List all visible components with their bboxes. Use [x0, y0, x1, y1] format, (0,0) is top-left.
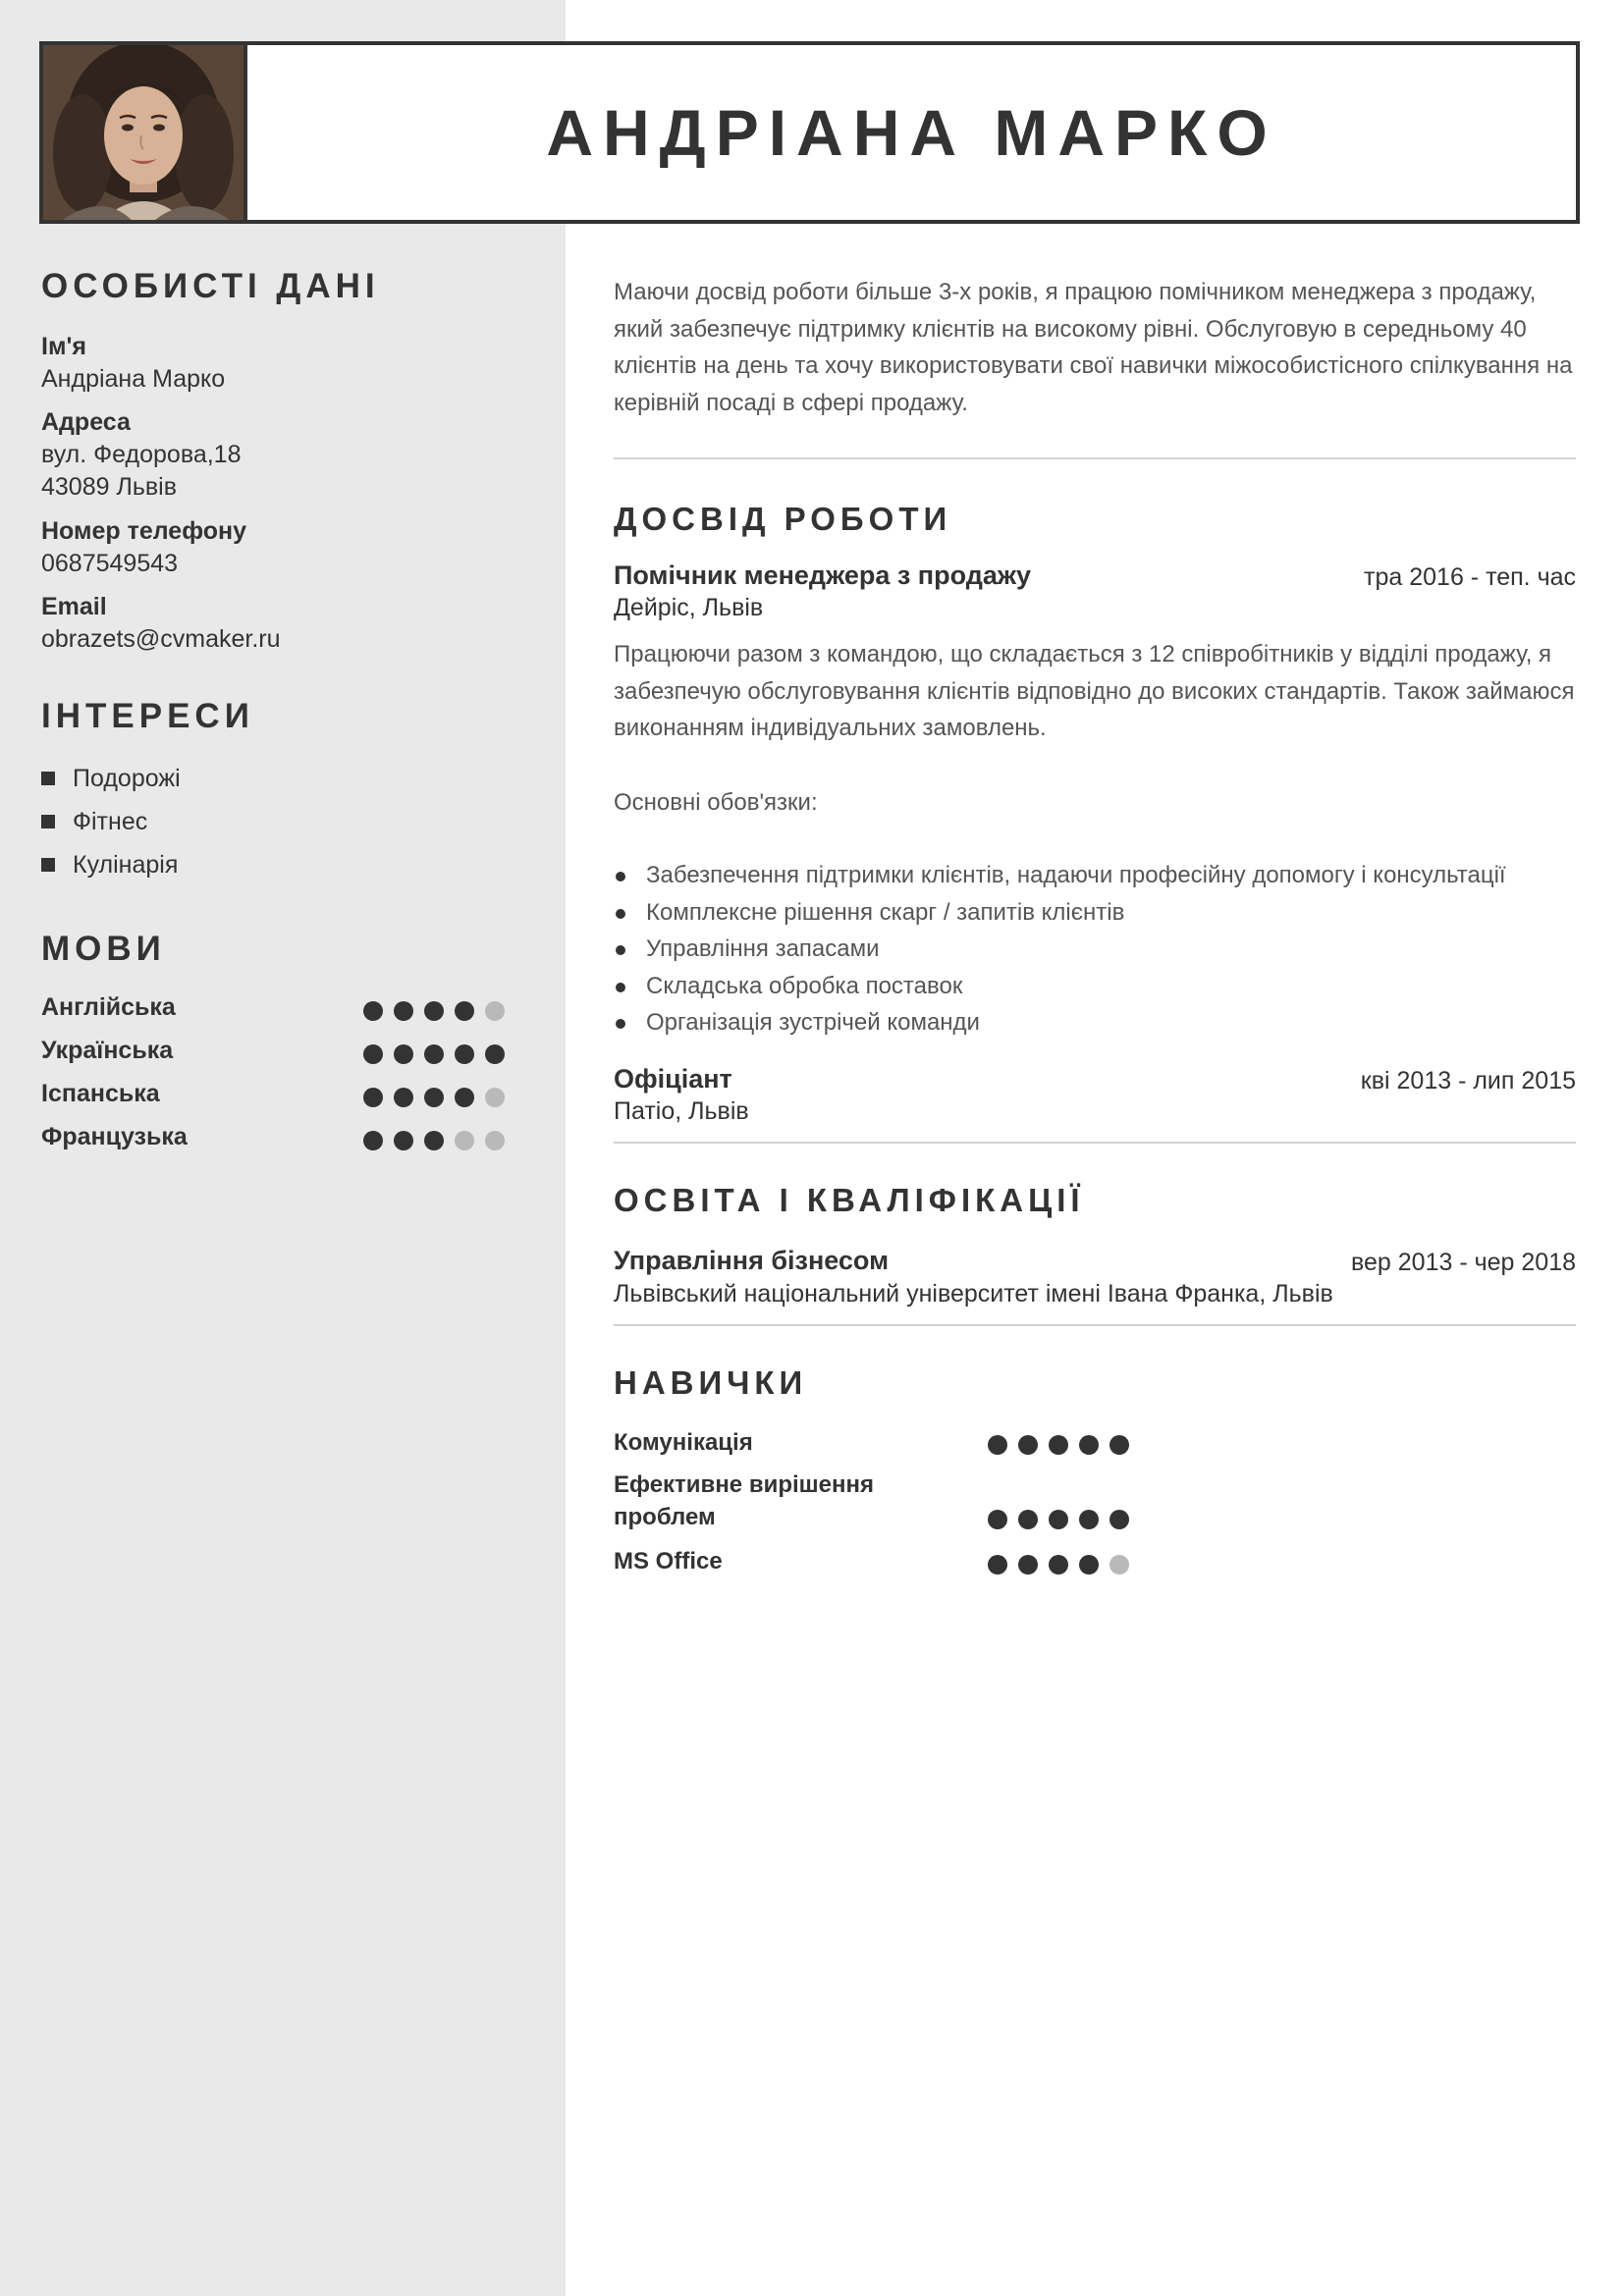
- rating-dots: [988, 1510, 1129, 1529]
- filled-dot-icon: [1109, 1435, 1129, 1455]
- language-row: Українська: [41, 1037, 513, 1068]
- candidate-name: АНДРІАНА МАРКО: [546, 96, 1277, 169]
- list-item: Організація зустрічей команди: [614, 1004, 1506, 1041]
- job-date: тра 2016 - теп. час: [1364, 563, 1576, 591]
- empty-dot-icon: [485, 1001, 505, 1021]
- square-bullet-icon: [41, 858, 55, 872]
- filled-dot-icon: [394, 1088, 413, 1107]
- education-date: вер 2013 - чер 2018: [1351, 1249, 1576, 1276]
- job-description: Працюючи разом з командою, що складається з 12 співробітників у відділі продажу, я забезпечую обслуговування клієнтів відповідно до високих стандартів. Також займаюся виконанням індивідуальних замовлень.: [614, 641, 1575, 741]
- personal-data-heading: ОСОБИСТІ ДАНІ: [41, 267, 380, 305]
- phone-value: 0687549543: [41, 550, 179, 577]
- skill-label: Ефективне вирішення проблем: [614, 1471, 875, 1530]
- list-item: Забезпечення підтримки клієнтів, надаючи професійну допомогу і консультації: [614, 857, 1506, 894]
- filled-dot-icon: [394, 1131, 413, 1150]
- duties-intro: Основні обов'язки:: [614, 789, 818, 816]
- interests-heading: ІНТЕРЕСИ: [41, 697, 254, 735]
- address-line-1: вул. Федорова,18: [41, 441, 242, 468]
- portrait-illustration: [43, 45, 243, 220]
- filled-dot-icon: [394, 1044, 413, 1064]
- divider: [614, 457, 1576, 459]
- duties-list: [614, 857, 1506, 1041]
- filled-dot-icon: [455, 1001, 474, 1021]
- list-item: Комплексне рішення скарг / запитів клієнтів: [614, 894, 1506, 932]
- rating-dots: [363, 1088, 505, 1107]
- filled-dot-icon: [424, 1131, 444, 1150]
- profile-summary: Маючи досвід роботи більше 3-х років, я працюю помічником менеджера з продажу, який забезпечує підтримку клієнтів на високому рівні. Обслуговую в середньому 40 клієнтів на день та хочу використовувати свої навички міжособистісного спілкування на керівній посаді в сфері продажу.: [614, 279, 1573, 416]
- interest-item: Подорожі: [41, 764, 181, 793]
- filled-dot-icon: [1079, 1435, 1099, 1455]
- filled-dot-icon: [1049, 1510, 1068, 1529]
- filled-dot-icon: [485, 1044, 505, 1064]
- filled-dot-icon: [988, 1555, 1007, 1575]
- filled-dot-icon: [424, 1001, 444, 1021]
- filled-dot-icon: [394, 1001, 413, 1021]
- job-date: кві 2013 - лип 2015: [1360, 1067, 1576, 1095]
- education-heading: ОСВІТА І КВАЛІФІКАЦІЇ: [614, 1182, 1085, 1218]
- list-item: Управління запасами: [614, 931, 1506, 968]
- name-value: Андріана Марко: [41, 365, 226, 393]
- filled-dot-icon: [1018, 1510, 1038, 1529]
- job-title: Офіціант: [614, 1064, 732, 1094]
- job-title: Помічник менеджера з продажу: [614, 561, 1032, 590]
- name-label: Ім'я: [41, 333, 86, 360]
- filled-dot-icon: [363, 1088, 383, 1107]
- phone-label: Номер телефону: [41, 517, 247, 545]
- filled-dot-icon: [363, 1044, 383, 1064]
- filled-dot-icon: [424, 1088, 444, 1107]
- divider: [614, 1142, 1576, 1144]
- rating-dots: [363, 1131, 505, 1150]
- filled-dot-icon: [988, 1435, 1007, 1455]
- empty-dot-icon: [1109, 1555, 1129, 1575]
- filled-dot-icon: [455, 1088, 474, 1107]
- address-line-2: 43089 Львів: [41, 473, 178, 501]
- filled-dot-icon: [1049, 1435, 1068, 1455]
- filled-dot-icon: [363, 1001, 383, 1021]
- rating-dots: [363, 1044, 505, 1064]
- languages-heading: МОВИ: [41, 930, 166, 968]
- list-item: Складська обробка поставок: [614, 968, 1506, 1005]
- square-bullet-icon: [41, 772, 55, 785]
- skill-label: Комунікація: [614, 1429, 753, 1456]
- filled-dot-icon: [455, 1044, 474, 1064]
- filled-dot-icon: [988, 1510, 1007, 1529]
- language-row: Французька: [41, 1123, 513, 1154]
- interest-item: Кулінарія: [41, 850, 178, 880]
- skill-label: MS Office: [614, 1548, 723, 1575]
- empty-dot-icon: [455, 1131, 474, 1150]
- language-row: Іспанська: [41, 1080, 513, 1111]
- job-place: Дейріс, Львів: [614, 594, 764, 621]
- filled-dot-icon: [363, 1131, 383, 1150]
- empty-dot-icon: [485, 1131, 505, 1150]
- filled-dot-icon: [1049, 1555, 1068, 1575]
- education-place: Львівський національний університет імені Івана Франка, Львів: [614, 1280, 1333, 1308]
- header-box: [39, 41, 1580, 224]
- job-place: Патіо, Львів: [614, 1097, 749, 1125]
- filled-dot-icon: [1109, 1510, 1129, 1529]
- rating-dots: [988, 1435, 1129, 1455]
- filled-dot-icon: [1018, 1435, 1038, 1455]
- language-row: Англійська: [41, 993, 513, 1025]
- filled-dot-icon: [1079, 1555, 1099, 1575]
- interest-item: Фітнес: [41, 807, 147, 836]
- experience-heading: ДОСВІД РОБОТИ: [614, 501, 952, 537]
- email-label: Email: [41, 593, 107, 620]
- rating-dots: [363, 1001, 505, 1021]
- square-bullet-icon: [41, 815, 55, 828]
- profile-photo: [43, 45, 247, 220]
- empty-dot-icon: [485, 1088, 505, 1107]
- skills-heading: НАВИЧКИ: [614, 1364, 808, 1401]
- filled-dot-icon: [1018, 1555, 1038, 1575]
- address-label: Адреса: [41, 408, 131, 436]
- filled-dot-icon: [1079, 1510, 1099, 1529]
- rating-dots: [988, 1555, 1129, 1575]
- divider: [614, 1324, 1576, 1326]
- filled-dot-icon: [424, 1044, 444, 1064]
- email-value[interactable]: obrazets@cvmaker.ru: [41, 625, 281, 653]
- education-title: Управління бізнесом: [614, 1246, 890, 1275]
